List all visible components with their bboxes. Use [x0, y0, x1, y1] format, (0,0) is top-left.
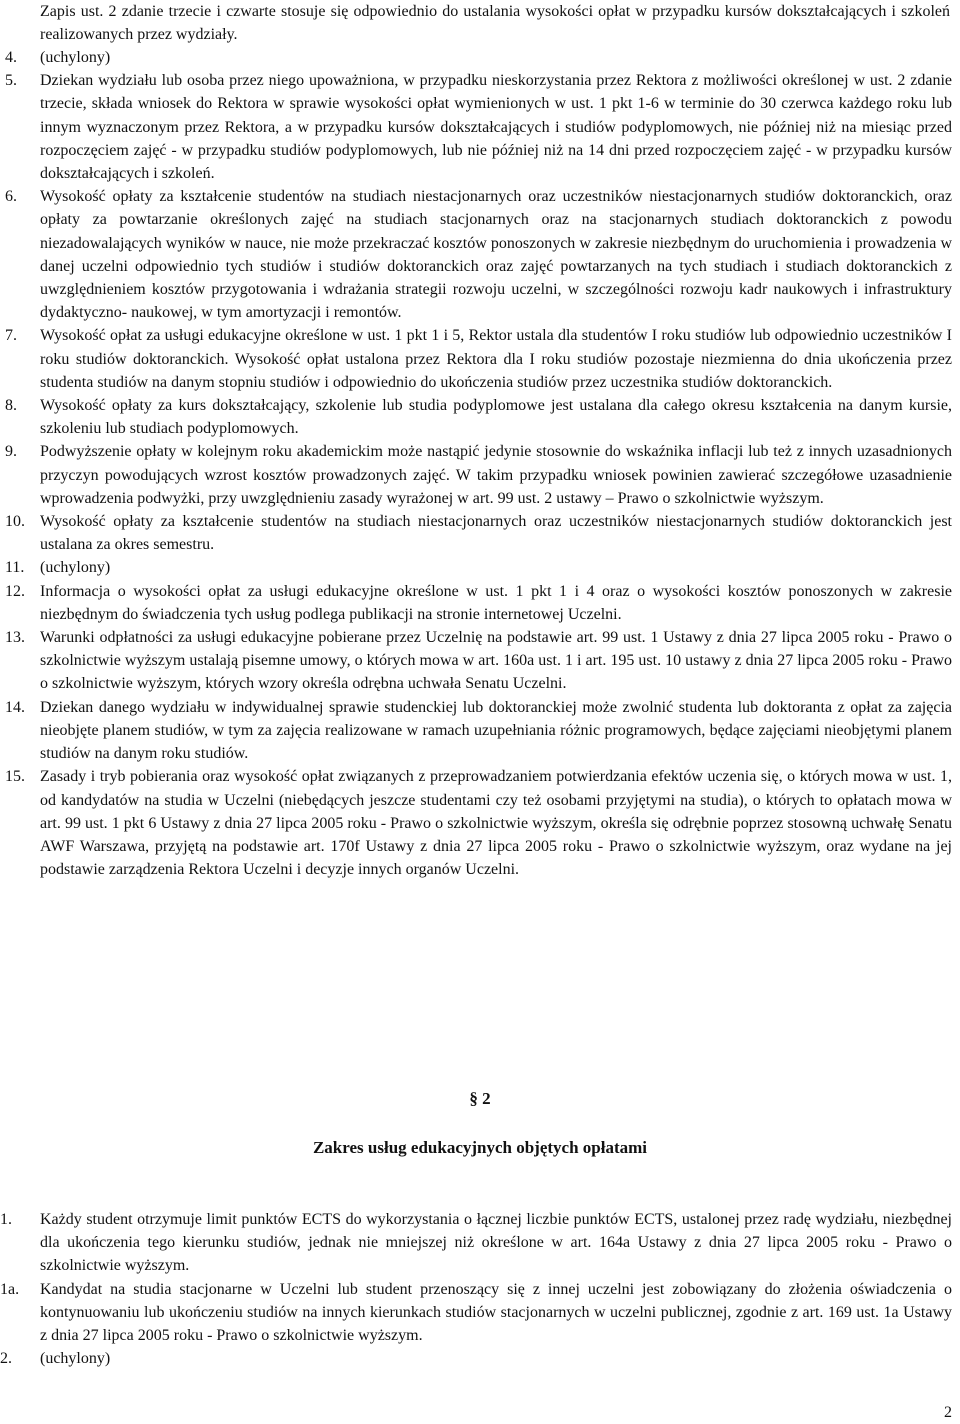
- item-number: 8.: [5, 397, 17, 415]
- list-item: [0, 1278, 952, 1348]
- section-title: Zakres usług edukacyjnych objętych opłatami: [312, 1138, 648, 1157]
- item-number: 13.: [5, 629, 25, 647]
- paragraph-list-1: [0, 46, 952, 881]
- item-text: Informacja o wysokości opłat za usługi edukacyjne określone w ust. 1 pkt 1 i 4 oraz o wysokości kosztów ponoszonych w zakresie niezbędnym do świadczenia tych usług podlega publikacji na stronie internetowej Uczelni.: [40, 582, 952, 623]
- item-number: 5.: [5, 72, 17, 90]
- item-text: Każdy student otrzymuje limit punktów ECTS do wykorzystania o łącznej liczbie punktów ECTS, ustalonej przez radę wydziału, niezbędnej dla ukończenia tego kierunku studiów, jednak nie mniejszej niż określone w art. 164a Ustawy z dnia 27 lipca 2005 roku - Prawo o szkolnictwie wyższym.: [40, 1211, 952, 1275]
- item-text: (uchylony): [40, 1350, 111, 1368]
- item-number: 9.: [5, 443, 17, 461]
- list-item: [0, 696, 952, 766]
- item-text: Dziekan danego wydziału w indywidualnej sprawie studenckiej lub doktoranckiej może zwolnić studenta lub doktoranta z opłat za zajęcia nieobjęte planem studiów, w tym za zajęcia realizowane w ramach uzupełniania różnic programowych, będące zajęciami nieobjętymi planem studiów na danym roku studiów.: [40, 698, 952, 763]
- item-text: Kandydat na studia stacjonarne w Uczelni lub student przenoszący się z innej uczelni jest zobowiązany do złożenia oświadczenia o kontynuowaniu lub ukończeniu studiów na innych kierunkach studiów stacjonarnych w uczelni publicznej, zgodnie z art. 169 ust. 1a Ustawy z dnia 27 lipca 2005 roku - Prawo o szkolnictwie wyższym.: [40, 1280, 952, 1345]
- intro-paragraph: Zapis ust. 2 zdanie trzecie i czwarte stosuje się odpowiednio do ustalania wysokości opłat w przypadku kursów dokształcających i szkoleń realizowanych przez wydziały.: [40, 3, 950, 44]
- item-number: 2.: [0, 1350, 12, 1368]
- list-item: [0, 46, 952, 69]
- list-item: [0, 185, 952, 324]
- list-item: [0, 440, 952, 510]
- paragraph-list-2: [0, 1208, 952, 1370]
- item-text: (uchylony): [40, 49, 111, 66]
- list-item: [0, 556, 952, 579]
- item-number: 11.: [5, 559, 25, 577]
- item-number: 12.: [5, 582, 25, 600]
- item-text: Warunki odpłatności za usługi edukacyjne pobierane przez Uczelnię na podstawie art. 99 ust. 1 Ustawy z dnia 27 lipca 2005 roku - Prawo o szkolnictwie wyższym ustalają pisemne umowy, o których mowa w art. 160a ust. 1 i art. 195 ust. 10 ustawy z dnia 27 lipca 2005 roku - Prawo o szkolnictwie wyższym, których wzory określa odrębna uchwała Senatu Uczelni.: [40, 629, 952, 693]
- item-number: 1.: [0, 1211, 12, 1228]
- item-number: 14.: [5, 698, 25, 716]
- list-item: [0, 765, 952, 881]
- list-item: [0, 1208, 952, 1278]
- item-text: Dziekan wydziału lub osoba przez niego upoważniona, w przypadku nieskorzystania przez Rektora z możliwości określonej w ust. 2 zdanie trzecie, składa wniosek do Rektora w sprawie wysokości opłat wymienionych w ust. 1 pkt 1-6 w terminie do 30 czerwca każdego roku lub innym wyznaczonym przez Rektora, a w przypadku kursów dokształcających i studiów podyplomowych, nie później niż na miesiąc przed rozpoczęciem zajęć - w przypadku studiów podyplomowych, lub nie później niż na 14 dni przed rozpoczęciem zajęć - w przypadku kursów dokształcających i szkoleń.: [40, 72, 952, 183]
- item-text: Wysokość opłat za usługi edukacyjne określone w ust. 1 pkt 1 i 5, Rektor ustala dla studentów I roku studiów lub odpowiednio uczestników I roku studiów doktoranckich. Wysokość opłat ustalona przez Rektora dla I roku studiów pozostaje niezmienna do dnia ukończenia przez studenta studiów na danym stopniu studiów i odpowiednio do ukończenia studiów przez uczestnika studiów doktoranckich.: [40, 327, 952, 391]
- item-text: Wysokość opłaty za kształcenie studentów na studiach niestacjonarnych oraz uczestników niestacjonarnych studiów doktoranckich, oraz opłaty za powtarzanie określonych zajęć na studiach stacjonarnych oraz na stacjonarnych studiach doktoranckich z powodu niezadowalających wyników w nauce, nie może przekraczać kosztów ponoszonych w zakresie niezbędnym do uruchomienia i prowadzenia w danej uczelni odpowiednio tych studiów i studiów doktoranckich oraz zajęć powtarzanych na tych studiach i studiach doktoranckich z uwzględnieniem kosztów przygotowania i wdrażania strategii rozwoju uczelni, w szczególności rozwoju kadr naukowych i infrastruktury dydaktyczno- naukowej, w tym amortyzacji i remontów.: [40, 188, 952, 322]
- list-item: [0, 394, 952, 440]
- list-item: [0, 510, 952, 556]
- item-text: Wysokość opłaty za kształcenie studentów na studiach niestacjonarnych oraz uczestników niestacjonarnych studiów doktoranckich jest ustalana za okres semestru.: [40, 513, 952, 554]
- item-number: 10.: [5, 513, 25, 531]
- item-text: (uchylony): [40, 559, 111, 577]
- item-number: 1a.: [0, 1280, 20, 1298]
- list-item: [0, 69, 952, 185]
- item-number: 6.: [5, 188, 17, 206]
- item-text: Zasady i tryb pobierania oraz wysokość opłat związanych z przeprowadzaniem potwierdzania efektów uczenia się, o których mowa w ust. 1, od kandydatów na studia w Uczelni (niebędących jeszcze studentami czy też osobami przyjętymi na studia), o których to opłatach mowa w art. 99 ust. 1 pkt 6 Ustawy z dnia 27 lipca 2005 roku - Prawo o szkolnictwie wyższym, określa się odrębnie poprzez stosowną uchwałę Senatu AWF Warszawa, przyjętą na podstawie art. 170f Ustawy z dnia 27 lipca 2005 roku - Prawo o szkolnictwie wyższym, oraz wydane na jej podstawie zarządzenia Rektora Uczelni i decyzje innych organów Uczelni.: [40, 768, 952, 879]
- item-text: Wysokość opłaty za kurs dokształcający, szkolenie lub studia podyplomowe jest ustalana dla całego okresu kształcenia na danym kursie, szkoleniu lub studiach podyplomowych.: [40, 397, 952, 438]
- list-item: [0, 626, 952, 696]
- item-text: Podwyższenie opłaty w kolejnym roku akademickim może nastąpić jedynie stosownie do wskaźnika inflacji lub też z innych uzasadnionych przyczyn powodujących wzrost kosztów prowadzonych zajęć. W takim przypadku wniosek powinien zawierać szczegółowe uzasadnienie wprowadzenia podwyżki, przy uwzględnieniu zasady wyrażonej w art. 99 ust. 2 ustawy – Prawo o szkolnictwie wyższym.: [40, 443, 952, 507]
- section-number: § 2: [469, 1089, 491, 1108]
- page-number: 2: [944, 1404, 952, 1421]
- list-item: [0, 324, 952, 394]
- list-item: [0, 580, 952, 626]
- item-number: 7.: [5, 327, 17, 345]
- item-number: 4.: [5, 49, 17, 66]
- list-item: [0, 1347, 952, 1370]
- item-number: 15.: [5, 768, 25, 786]
